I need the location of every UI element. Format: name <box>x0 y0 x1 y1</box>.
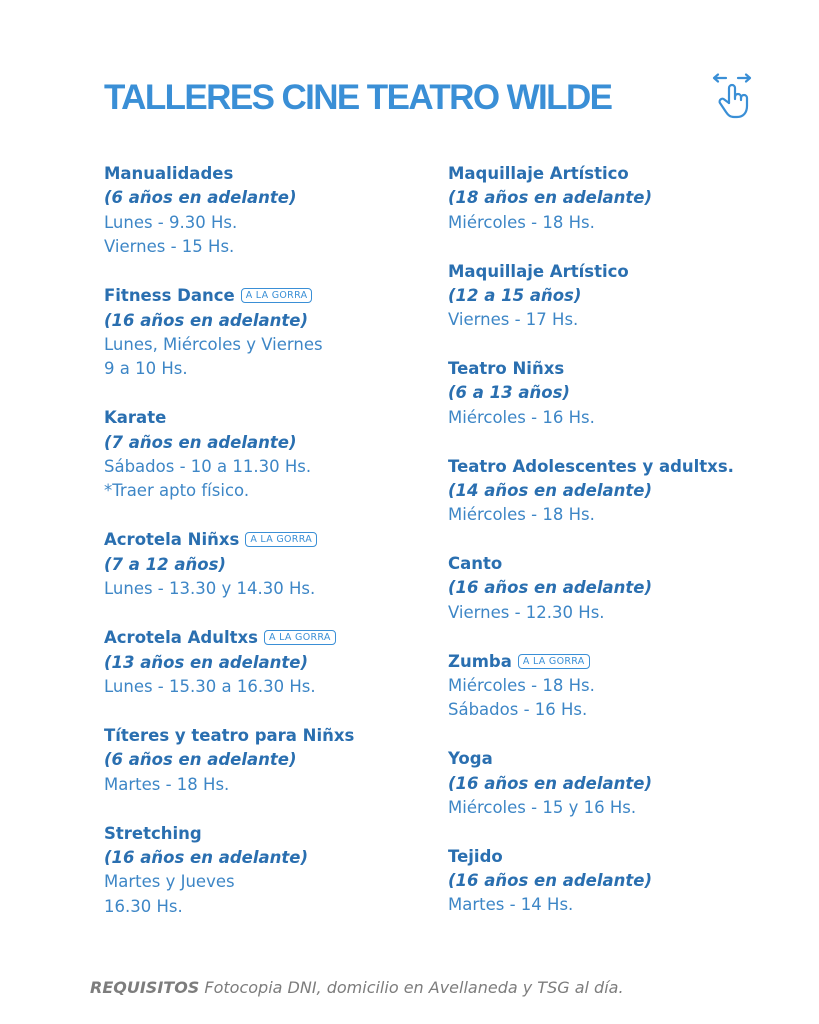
workshop-schedule-line: Martes - 14 Hs. <box>448 895 574 915</box>
workshop-name <box>448 357 778 381</box>
workshop-schedule-line: Viernes - 15 Hs. <box>104 237 235 257</box>
workshop-age-range: (12 a 15 años) <box>448 285 582 305</box>
workshop-schedule-line: Miércoles - 16 Hs. <box>448 407 595 427</box>
workshop-item <box>448 162 778 235</box>
workshop-age-range: (7 años en adelante) <box>104 432 297 452</box>
workshop-item <box>448 650 778 723</box>
workshop-name <box>448 552 778 576</box>
workshop-name <box>448 162 778 186</box>
requirements-text: Fotocopia DNI, domicilio en Avellaneda y TSG al día. <box>199 978 624 997</box>
workshop-schedule-line: Sábados - 10 a 11.30 Hs. <box>104 457 312 477</box>
workshop-name <box>104 822 424 846</box>
workshop-age-range: (13 años en adelante) <box>104 652 309 672</box>
workshop-name <box>448 650 778 674</box>
workshop-schedule-line: Sábados - 16 Hs. <box>448 700 588 720</box>
workshop-age-range: (6 años en adelante) <box>104 188 297 208</box>
a-la-gorra-badge: A LA GORRA <box>518 654 590 669</box>
workshop-schedule-line: 9 a 10 Hs. <box>104 359 188 379</box>
workshop-name <box>448 747 778 771</box>
requirements-label: REQUISITOS <box>90 978 200 997</box>
workshop-item <box>448 552 778 625</box>
workshop-schedule-line: Lunes - 13.30 y 14.30 Hs. <box>104 579 316 599</box>
workshop-name <box>104 162 424 186</box>
workshop-name-text: Teatro Niñxs <box>448 359 565 379</box>
right-column <box>448 162 778 942</box>
workshop-age-range: (16 años en adelante) <box>448 773 653 793</box>
workshop-age-range: (7 a 12 años) <box>104 554 226 574</box>
workshop-item <box>104 406 424 504</box>
workshop-name <box>104 724 424 748</box>
workshop-item <box>448 260 778 333</box>
workshop-age-range: (16 años en adelante) <box>104 310 309 330</box>
workshop-item <box>448 455 778 528</box>
workshop-schedule-line: Viernes - 17 Hs. <box>448 310 579 330</box>
workshop-age-range: (6 años en adelante) <box>104 750 297 770</box>
workshop-name-text: Manualidades <box>104 164 234 183</box>
workshop-name-text: Acrotela Niñxs <box>104 530 240 550</box>
workshop-schedule-line: Miércoles - 18 Hs. <box>448 675 595 695</box>
left-column <box>104 162 424 944</box>
workshop-name-text: Canto <box>448 554 503 574</box>
workshop-item <box>448 845 778 918</box>
workshop-schedule-line: Miércoles - 18 Hs. <box>448 212 595 232</box>
workshop-name-text: Zumba <box>448 651 512 671</box>
workshop-name-text: Maquillaje Artístico <box>448 164 629 183</box>
hand-swipe-icon[interactable] <box>710 72 754 120</box>
workshop-item <box>104 284 424 382</box>
workshop-schedule-line: *Traer apto físico. <box>104 481 250 501</box>
workshop-age-range: (16 años en adelante) <box>448 871 653 891</box>
workshop-name <box>104 284 424 308</box>
workshop-name-text: Stretching <box>104 823 202 843</box>
workshop-name-text: Fitness Dance <box>104 286 235 306</box>
a-la-gorra-badge: A LA GORRA <box>245 532 317 547</box>
workshop-item <box>448 747 778 820</box>
workshop-age-range: (14 años en adelante) <box>448 480 653 500</box>
workshop-age-range: (16 años en adelante) <box>448 578 653 598</box>
workshop-name-text: Karate <box>104 408 167 428</box>
workshop-name <box>448 455 778 479</box>
workshop-name-text: Tejido <box>448 846 503 866</box>
workshop-schedule-line: Lunes - 9.30 Hs. <box>104 212 238 232</box>
workshop-item <box>104 626 424 699</box>
workshop-schedule-line: Lunes, Miércoles y Viernes <box>104 334 323 354</box>
workshop-schedule-line: Lunes - 15.30 a 16.30 Hs. <box>104 676 316 696</box>
workshop-name <box>448 260 778 284</box>
workshop-name <box>104 528 424 552</box>
workshop-schedule-line: Miércoles - 18 Hs. <box>448 505 595 525</box>
workshop-age-range: (6 a 13 años) <box>448 383 570 403</box>
workshop-name <box>104 626 424 650</box>
workshop-name-text: Acrotela Adultxs <box>104 628 258 648</box>
workshop-item <box>104 724 424 797</box>
workshop-age-range: (18 años en adelante) <box>448 188 653 208</box>
workshop-name-text: Títeres y teatro para Niñxs <box>104 725 355 745</box>
workshop-item <box>104 528 424 601</box>
page-title: TALLERES CINE TEATRO WILDE <box>104 78 612 117</box>
workshop-name-text: Teatro Adolescentes y adultxs. <box>448 456 734 476</box>
workshop-schedule-line: Viernes - 12.30 Hs. <box>448 602 605 622</box>
a-la-gorra-badge: A LA GORRA <box>241 288 313 303</box>
workshop-item <box>104 162 424 260</box>
workshop-age-range: (16 años en adelante) <box>104 847 309 867</box>
workshop-schedule-line: Martes - 18 Hs. <box>104 774 230 794</box>
workshop-item <box>104 822 424 920</box>
a-la-gorra-badge: A LA GORRA <box>264 630 336 645</box>
workshop-name <box>104 406 424 430</box>
workshop-item <box>448 357 778 430</box>
workshop-name-text: Yoga <box>448 749 493 769</box>
workshop-name-text: Maquillaje Artístico <box>448 261 629 281</box>
workshop-schedule-line: Martes y Jueves <box>104 872 235 892</box>
requirements-note <box>90 978 624 997</box>
workshop-name <box>448 845 778 869</box>
workshop-schedule-line: Miércoles - 15 y 16 Hs. <box>448 797 637 817</box>
workshop-schedule-line: 16.30 Hs. <box>104 896 183 916</box>
